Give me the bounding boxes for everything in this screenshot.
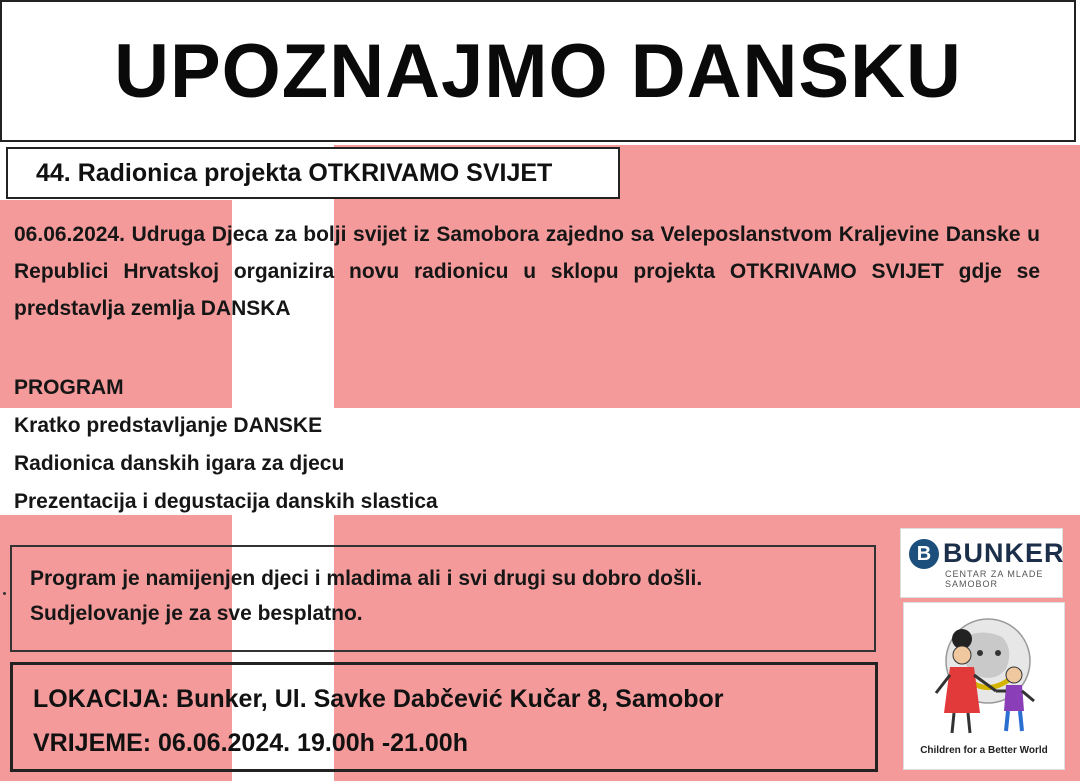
title-box — [0, 0, 1076, 142]
children-caption: Children for a Better World — [920, 745, 1048, 756]
note-line: Sudjelovanje je za sve besplatno. — [30, 602, 363, 625]
subtitle: 44. Radionica projekta OTKRIVAMO SVIJET — [36, 158, 553, 187]
location-text: LOKACIJA: Bunker, Ul. Savke Dabčević Kučar 8, Samobor — [33, 685, 724, 713]
intro-paragraph: 06.06.2024. Udruga Djeca za bolji svijet iz Samobora zajedno sa Veleposlanstvom Kraljevine Danske u Republici Hrvatskoj organizira novu radionicu u sklopu projekta OTKRIVAMO SVIJET gdje se predstavlja zemlja DANSKA — [14, 223, 1040, 320]
program-section — [14, 369, 714, 521]
time-text: VRIJEME: 06.06.2024. 19.00h -21.00h — [33, 729, 468, 757]
bunker-name: BUNKER — [943, 538, 1065, 568]
subtitle-box — [6, 147, 620, 199]
decorative-dot — [3, 592, 6, 595]
bunker-tagline: CENTAR ZA MLADE SAMOBOR — [945, 569, 1044, 589]
bunker-mark-icon: B — [909, 539, 939, 569]
children-globe-icon — [910, 609, 1060, 743]
note-line: Program je namijenjen djeci i mladima ali i svi drugi su dobro došli. — [30, 567, 703, 590]
page-title: UPOZNAJMO DANSKU — [114, 28, 962, 114]
info-box — [10, 662, 878, 772]
bunker-logo — [900, 528, 1063, 598]
program-item: Prezentacija i degustacija danskih slastica — [14, 490, 438, 513]
program-item: Radionica danskih igara za djecu — [14, 452, 345, 475]
note-box — [10, 545, 876, 652]
children-logo — [903, 602, 1065, 770]
program-heading: PROGRAM — [14, 376, 124, 399]
program-item: Kratko predstavljanje DANSKE — [14, 414, 323, 437]
